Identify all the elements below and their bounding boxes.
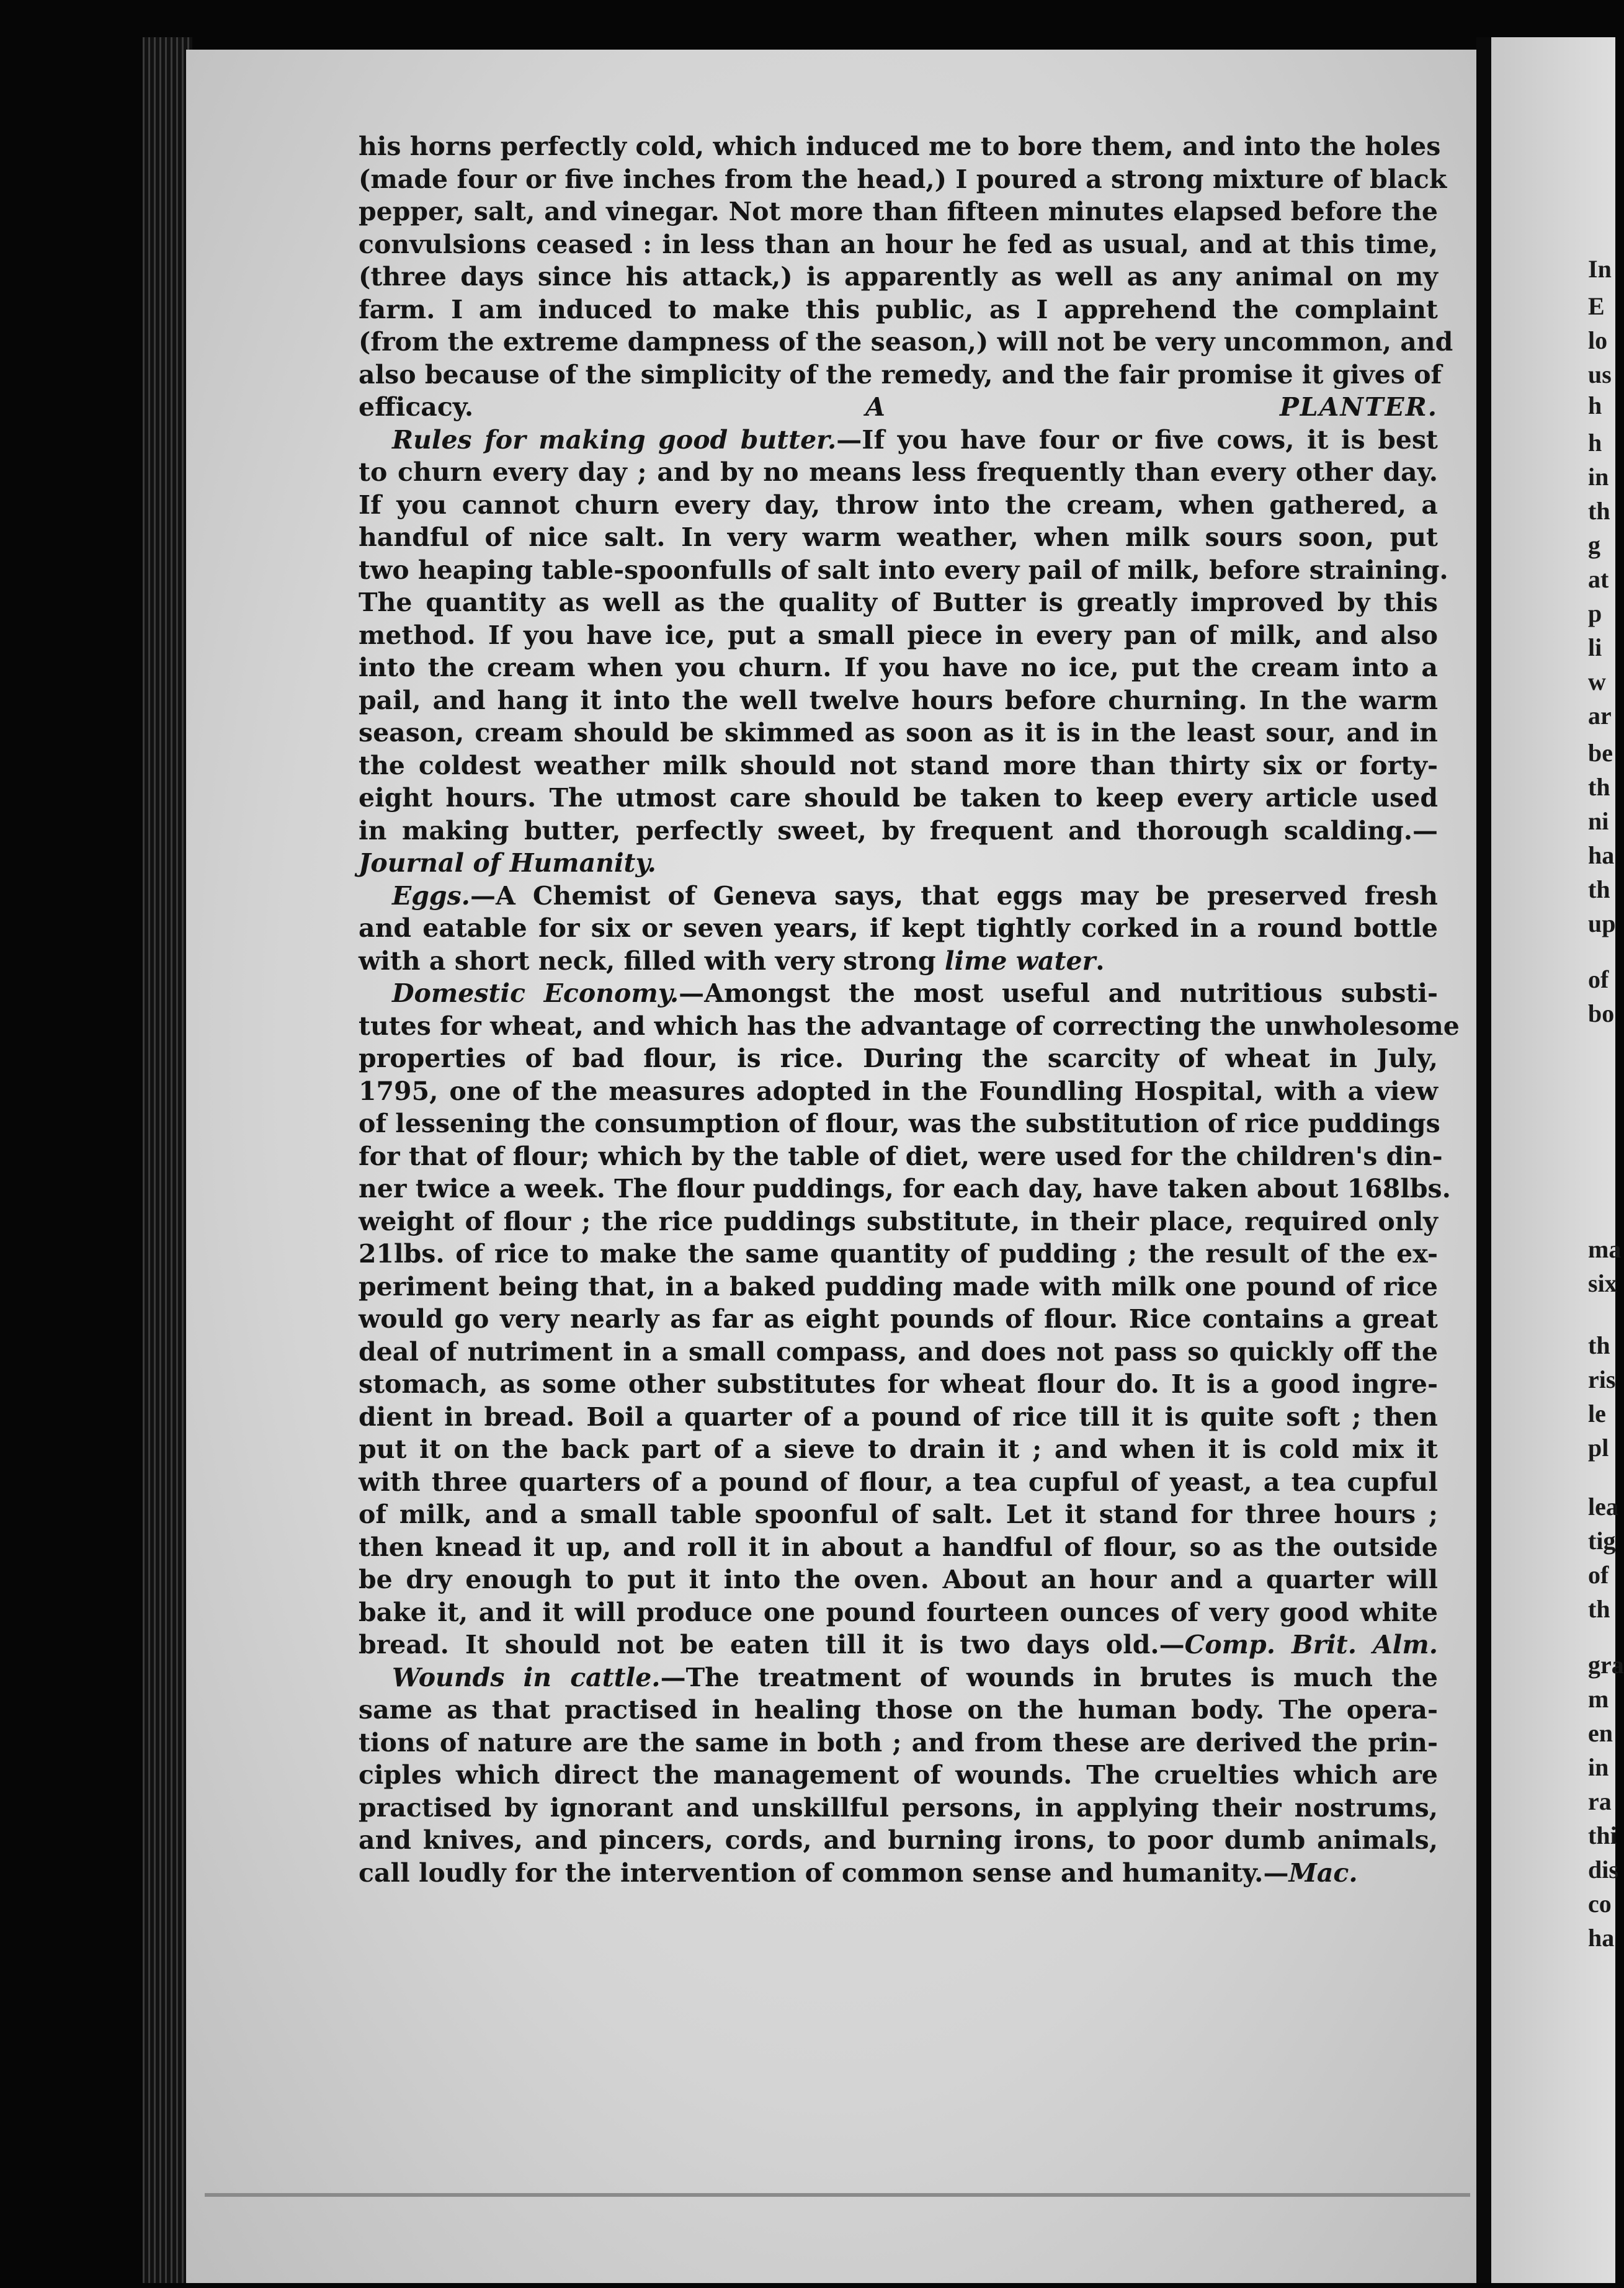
text-line: eight hours. The utmost care should be taken to keep every article used [359, 783, 1438, 813]
adjacent-fragment: of [1588, 1561, 1609, 1589]
text-line: same as that practised in healing those on the human body. The opera- [359, 1695, 1438, 1725]
adjacent-fragment: in [1588, 1753, 1609, 1781]
page-text [359, 130, 1460, 1889]
adjacent-fragment: lea [1588, 1493, 1618, 1521]
adjacent-fragment: h [1588, 391, 1602, 419]
text-line: would go very nearly as far as eight pounds of flour. Rice contains a great [359, 1304, 1438, 1334]
adjacent-fragment: up [1588, 909, 1616, 937]
adjacent-fragment: th [1588, 875, 1610, 903]
text-line: deal of nutriment in a small compass, and does not pass so quickly off the [359, 1336, 1438, 1367]
text-line: of lessening the consumption of flour, was the substitution of rice puddings [359, 1109, 1440, 1138]
text-line: and eatable for six or seven years, if kept tightly corked in a round bottle [359, 913, 1438, 943]
adjacent-fragment: us [1588, 360, 1612, 388]
source-citation: Comp. Brit. Alm. [1184, 1630, 1438, 1660]
text-fragment: call loudly for the intervention of common sense and humanity.— [359, 1857, 1289, 1888]
text-line [359, 1857, 1438, 1890]
section-heading: Wounds in cattle. [392, 1662, 661, 1692]
text-line: dient in bread. Boil a quarter of a pound of rice till it is quite soft ; then [359, 1401, 1438, 1432]
text-line: stomach, as some other substitutes for wheat flour do. It is a good ingre- [359, 1369, 1438, 1399]
text-line: with three quarters of a pound of flour, a tea cupful of yeast, a tea cupful [359, 1467, 1438, 1497]
text-line: weight of flour ; the rice puddings substitute, in their place, required only [359, 1206, 1438, 1236]
text-line: his horns perfectly cold, which induced me to bore them, and into the holes [359, 132, 1441, 161]
adjacent-fragment: th [1588, 497, 1610, 525]
adjacent-fragment: dis [1588, 1856, 1618, 1884]
text-fragment: with a short neck, filled with very strong [359, 945, 945, 976]
text-fragment: —If you have four or five cows, it is best [836, 424, 1438, 455]
adjacent-fragment: ha [1588, 841, 1615, 869]
text-line: of milk, and a small table spoonful of salt. Let it stand for three hours ; [359, 1499, 1438, 1529]
adjacent-fragment: of [1588, 965, 1609, 993]
text-fragment: . [1095, 945, 1105, 976]
text-line: then knead it up, and roll it in about a handful of flour, so as the outside [359, 1532, 1438, 1562]
adjacent-fragment: h [1588, 429, 1602, 457]
text-line: The quantity as well as the quality of Butter is greatly improved by this [359, 588, 1438, 617]
page-bottom-edge [205, 2193, 1470, 2197]
adjacent-fragment: li [1588, 633, 1602, 661]
emphasis: lime water [944, 945, 1096, 976]
text-line: (made four or five inches from the head,) I poured a strong mixture of black [359, 164, 1447, 194]
text-line: into the cream when you churn. If you have no ice, put the cream into a [359, 653, 1438, 682]
text-line: pepper, salt, and vinegar. Not more than fifteen minutes elapsed before the [359, 197, 1438, 226]
text-line: two heaping table-spoonfulls of salt into every pail of milk, before straining. [359, 555, 1448, 585]
text-line: periment being that, in a baked pudding made with milk one pound of rice [359, 1271, 1438, 1302]
page-fold [1476, 37, 1491, 2283]
text-line: and knives, and pincers, cords, and burning irons, to poor dumb animals, [359, 1825, 1438, 1855]
section-heading: Eggs. [392, 880, 470, 911]
text-line: to churn every day ; and by no means less frequently than every other day. [359, 457, 1438, 487]
text-fragment: bread. It should not be eaten till it is two days old.— [359, 1630, 1185, 1660]
text-fragment: —Amongst the most useful and nutritious substi- [679, 978, 1438, 1008]
adjacent-fragment: en [1588, 1719, 1613, 1747]
section-first-line [359, 977, 1438, 1010]
adjacent-fragment: In [1588, 255, 1612, 283]
text-line: put it on the back part of a sieve to drain it ; and when it is cold mix it [359, 1434, 1438, 1464]
text-line: also because of the simplicity of the remedy, and the fair promise it gives of [359, 359, 1442, 390]
adjacent-fragment: th [1588, 1331, 1610, 1359]
adjacent-fragment: ma [1588, 1235, 1622, 1263]
adjacent-fragment: ni [1588, 807, 1609, 835]
adjacent-fragment: co [1588, 1890, 1612, 1918]
text-line [359, 945, 1438, 978]
adjacent-fragment: tig [1588, 1527, 1616, 1555]
section-heading: Domestic Economy. [392, 978, 679, 1008]
adjacent-fragment: m [1588, 1685, 1609, 1713]
adjacent-fragment: at [1588, 565, 1609, 593]
source-citation: Journal of Humanity. [359, 848, 656, 878]
adjacent-fragment: gra [1588, 1651, 1624, 1679]
text-line: for that of flour; which by the table of diet, were used for the children's din- [359, 1141, 1443, 1171]
section-first-line [359, 424, 1438, 457]
adjacent-fragment: E [1588, 292, 1605, 320]
adjacent-fragment: in [1588, 463, 1609, 491]
section-heading: Rules for making good butter. [392, 424, 837, 455]
adjacent-fragment: lo [1588, 326, 1608, 354]
text-line [359, 391, 1438, 424]
text-line: the coldest weather milk should not stand more than thirty six or forty- [359, 750, 1438, 780]
text-line: ciples which direct the management of wounds. The cruelties which are [359, 1760, 1438, 1790]
text-line: properties of bad flour, is rice. During the scarcity of wheat in July, [359, 1043, 1438, 1073]
section-first-line [359, 880, 1438, 913]
text-line: 21lbs. of rice to make the same quantity of pudding ; the result of the ex- [359, 1239, 1438, 1269]
text-line: tions of nature are the same in both ; and from these are derived the prin- [359, 1727, 1438, 1758]
signature: A PLANTER. [865, 392, 1438, 422]
text-line: farm. I am induced to make this public, as I apprehend the complaint [359, 294, 1438, 324]
adjacent-fragment: th [1588, 773, 1610, 801]
adjacent-fragment: six [1588, 1269, 1617, 1297]
text-line: (from the extreme dampness of the season,) will not be very uncommon, and [359, 327, 1453, 357]
adjacent-fragment: le [1588, 1400, 1606, 1428]
text-line: convulsions ceased : in less than an hour he fed as usual, and at this time, [359, 229, 1438, 259]
text-fragment: efficacy. [359, 392, 474, 422]
text-line: handful of nice salt. In very warm weather, when milk sours soon, put [359, 522, 1438, 552]
adjacent-fragment: pl [1588, 1434, 1609, 1462]
adjacent-fragment: ris [1588, 1365, 1616, 1393]
text-line: (three days since his attack,) is apparently as well as any animal on my [359, 262, 1438, 292]
adjacent-fragment: thi [1588, 1821, 1617, 1849]
text-line: in making butter, perfectly sweet, by frequent and thorough scalding.— [359, 815, 1438, 846]
text-line: method. If you have ice, put a small piece in every pan of milk, and also [359, 620, 1438, 650]
text-line: pail, and hang it into the well twelve hours before churning. In the warm [359, 685, 1438, 715]
text-line: bake it, and it will produce one pound fourteen ounces of very good white [359, 1597, 1438, 1627]
adjacent-fragment: w [1588, 668, 1606, 695]
text-line: ner twice a week. The flour puddings, for each day, have taken about 168lbs. [359, 1174, 1451, 1204]
text-fragment: —The treatment of wounds in brutes is much the [660, 1662, 1438, 1692]
text-line: If you cannot churn every day, throw into the cream, when gathered, a [359, 489, 1438, 520]
adjacent-fragment: ar [1588, 702, 1612, 730]
text-line [359, 1629, 1438, 1661]
adjacent-fragment: ha [1588, 1924, 1615, 1952]
adjacent-fragment: th [1588, 1595, 1610, 1623]
text-line: season, cream should be skimmed as soon as it is in the least sour, and in [359, 718, 1438, 748]
adjacent-fragment: be [1588, 739, 1613, 767]
text-fragment: —A Chemist of Geneva says, that eggs may be preserved fresh [470, 880, 1438, 911]
adjacent-fragment: g [1588, 531, 1600, 559]
text-line: tutes for wheat, and which has the advantage of correcting the unwholesome [359, 1011, 1460, 1041]
section-first-line [359, 1661, 1438, 1694]
text-line: practised by ignorant and unskillful persons, in applying their nostrums, [359, 1792, 1438, 1823]
text-line: be dry enough to put it into the oven. About an hour and a quarter will [359, 1565, 1438, 1594]
source-citation: Mac. [1288, 1857, 1358, 1888]
adjacent-fragment: p [1588, 599, 1602, 627]
adjacent-fragment: bo [1588, 999, 1615, 1027]
adjacent-fragment: ra [1588, 1787, 1612, 1815]
binding-gutter [143, 37, 192, 2283]
text-line: 1795, one of the measures adopted in the Foundling Hospital, with a view [359, 1076, 1438, 1106]
